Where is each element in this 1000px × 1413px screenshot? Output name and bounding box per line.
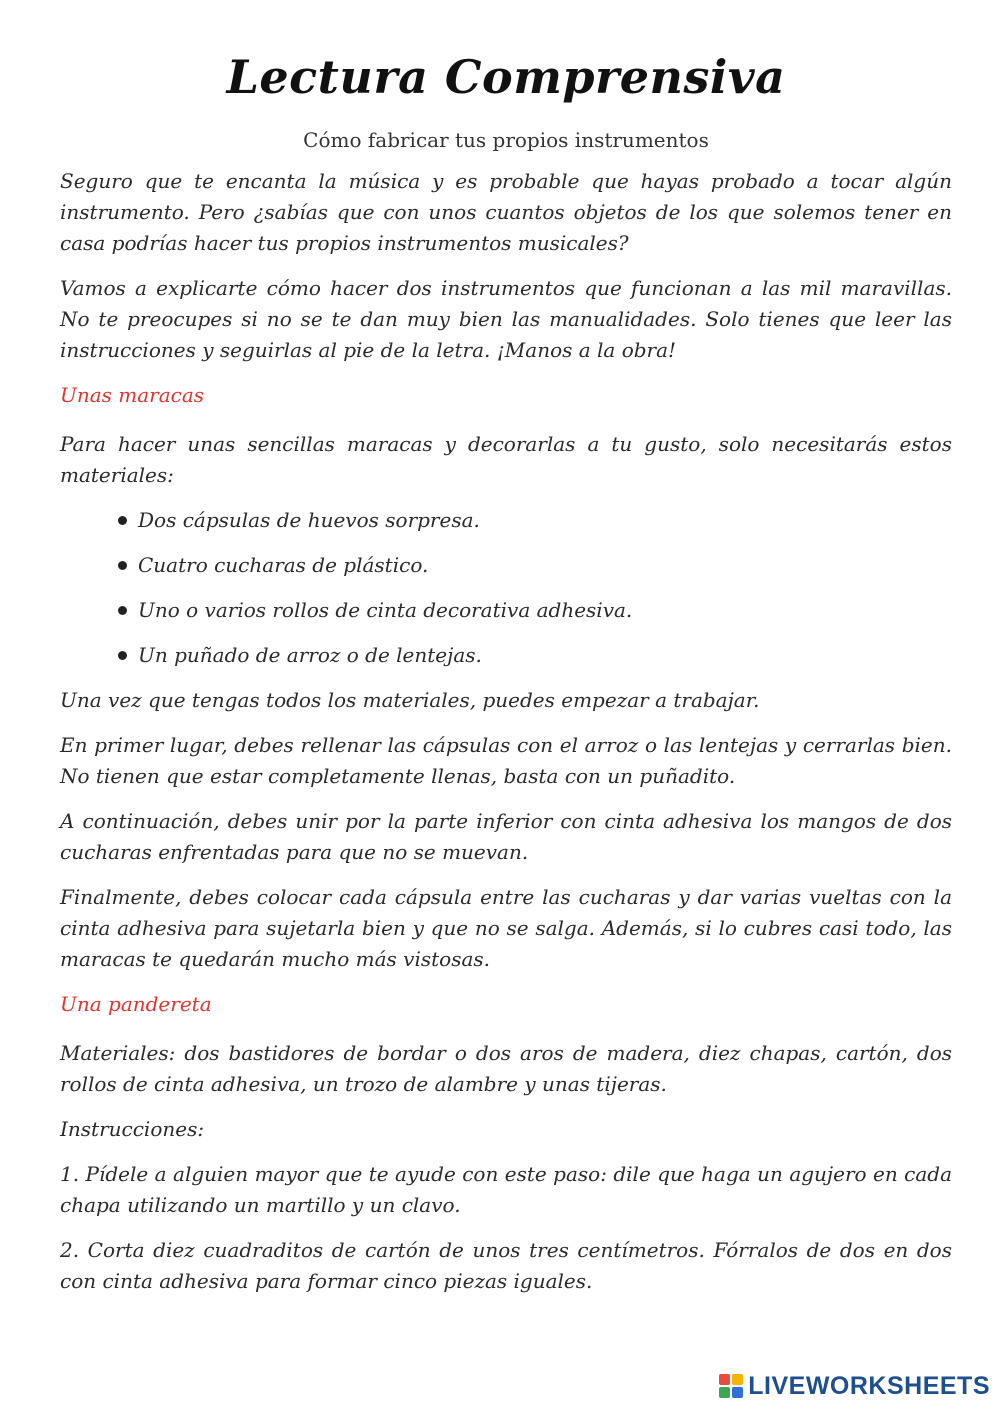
bullet-icon (118, 561, 127, 570)
intro-paragraph-2: Vamos a explicarte cómo hacer dos instrumentos que funcionan a las mil maravillas. No te preocupes si no se te dan muy bien las manualidades. Solo tienes que leer las instrucciones y seguirlas al pie de la letra. ¡Manos a la obra! (60, 276, 952, 362)
section-heading-maracas: Unas maracas (60, 383, 205, 407)
bullet-icon (118, 516, 127, 525)
maracas-intro: Para hacer unas sencillas maracas y decorarlas a tu gusto, solo necesitarás estos materiales: (60, 432, 952, 487)
maracas-step-paragraph: A continuación, debes unir por la parte inferior con cinta adhesiva los mangos de dos cucharas enfrentadas para que no se muevan. (60, 809, 952, 864)
maracas-materials-list (60, 505, 952, 671)
logo-block (719, 1374, 730, 1385)
pandereta-step-paragraph: 1. Pídele a alguien mayor que te ayude con este paso: dile que haga un agujero en cada chapa utilizando un martillo y un clavo. (60, 1162, 952, 1217)
maracas-step-paragraph: Una vez que tengas todos los materiales, puedes empezar a trabajar. (60, 688, 760, 712)
list-item: Cuatro cucharas de plástico. (118, 550, 952, 581)
liveworksheets-logo[interactable] (719, 1371, 990, 1401)
logo-block (732, 1374, 743, 1385)
logo-block (732, 1387, 743, 1398)
maracas-step-paragraph: Finalmente, debes colocar cada cápsula entre las cucharas y dar varias vueltas con la cinta adhesiva para sujetarla bien y que no se salga. Además, si lo cubres casi todo, las maracas te quedarán mucho más vistosas. (60, 885, 952, 971)
bullet-icon (118, 606, 127, 615)
pandereta-step-paragraph: 2. Corta diez cuadraditos de cartón de unos tres centímetros. Fórralos de dos en dos con cinta adhesiva para formar cinco piezas iguales. (60, 1238, 952, 1293)
pandereta-instructions-label: Instrucciones: (60, 1117, 205, 1141)
maracas-step-paragraph: En primer lugar, debes rellenar las cápsulas con el arroz o las lentejas y cerrarlas bien. No tienen que estar completamente llenas, basta con un puñadito. (60, 733, 952, 788)
bullet-icon (118, 651, 127, 660)
document-page (60, 50, 952, 1311)
page-title: Lectura Comprensiva (226, 50, 786, 104)
logo-blocks-icon (719, 1374, 743, 1398)
section-heading-pandereta: Una pandereta (60, 992, 212, 1016)
page-subtitle: Cómo fabricar tus propios instrumentos (303, 128, 709, 152)
list-item: Dos cápsulas de huevos sorpresa. (118, 505, 952, 536)
list-item: Uno o varios rollos de cinta decorativa adhesiva. (118, 595, 952, 626)
intro-paragraph-1: Seguro que te encanta la música y es probable que hayas probado a tocar algún instrumento. Pero ¿sabías que con unos cuantos objetos de los que solemos tener en casa podrías hacer tus propios instrumentos musicales? (60, 169, 952, 255)
logo-text: LIVEWORKSHEETS (748, 1371, 990, 1400)
logo-block (719, 1387, 730, 1398)
pandereta-materials: Materiales: dos bastidores de bordar o dos aros de madera, diez chapas, cartón, dos rollos de cinta adhesiva, un trozo de alambre y unas tijeras. (60, 1041, 952, 1096)
list-item: Un puñado de arroz o de lentejas. (118, 640, 952, 671)
